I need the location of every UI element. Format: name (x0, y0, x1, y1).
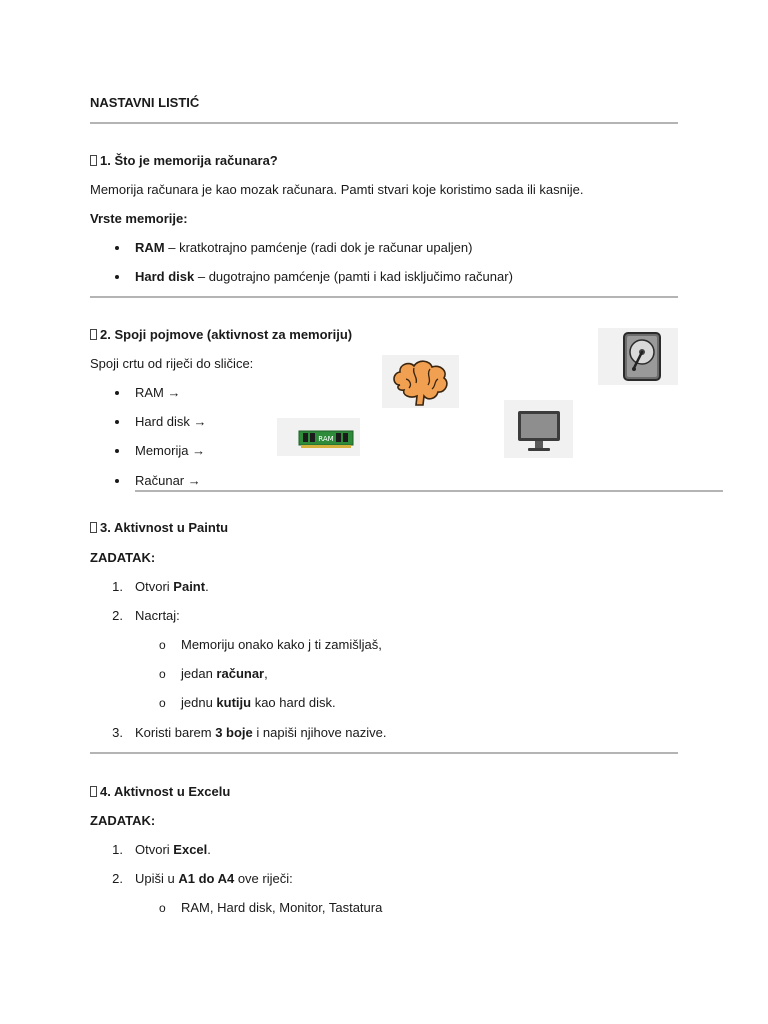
ram-label: RAM (318, 435, 334, 443)
list-item: Hard disk → (135, 414, 207, 429)
list-item: Memorija → (135, 443, 206, 458)
section-2-heading-text: 2. Spoji pojmove (aktivnost za memoriju) (100, 327, 353, 342)
step-text: Koristi barem (135, 725, 216, 740)
section-1-heading (90, 153, 278, 168)
sub-item-text: Memoriju onako kako j ti zamišljaš, (181, 637, 382, 652)
step-number: 2. (112, 608, 123, 623)
section-3-heading (90, 520, 228, 535)
sub-item-text: jedan (181, 666, 217, 681)
step-text: Upiši u (135, 871, 179, 886)
missing-glyph-icon (90, 155, 97, 166)
bullet (115, 391, 119, 395)
step-number: 3. (112, 725, 123, 740)
step-item: Nacrtaj: (135, 608, 180, 623)
step-bold: A1 do A4 (178, 871, 235, 886)
list-item-term: RAM (135, 240, 165, 255)
bullet (115, 479, 119, 483)
sub-item-bold: računar (216, 666, 265, 681)
ram-module-icon (277, 418, 360, 456)
divider (90, 122, 678, 124)
step-item (135, 842, 211, 857)
divider (90, 752, 678, 754)
sub-bullet: o (159, 667, 166, 681)
step-item (135, 579, 209, 594)
sub-bullet: o (159, 696, 166, 710)
divider (90, 296, 678, 298)
sub-item-text: jednu (181, 695, 217, 710)
monitor-image (504, 400, 573, 458)
list-item-desc: – dugotrajno pamćenje (pamti i kad isključimo računar) (194, 269, 513, 284)
bullet (115, 246, 119, 250)
memory-types-label: Vrste memorije: (90, 211, 188, 226)
list-item: Računar → (135, 473, 201, 488)
sub-item: RAM, Hard disk, Monitor, Tastatura (181, 900, 383, 915)
monitor-icon (504, 400, 573, 458)
task-label: ZADATAK: (90, 550, 156, 565)
section-3-heading-text: 3. Aktivnost u Paintu (100, 520, 229, 535)
step-text: . (207, 842, 211, 857)
missing-glyph-icon (90, 329, 97, 340)
step-text: Otvori (135, 579, 174, 594)
list-item (135, 240, 472, 255)
section-2-heading (90, 327, 352, 342)
section-4-heading-text: 4. Aktivnost u Excelu (100, 784, 231, 799)
list-item: RAM → (135, 385, 181, 400)
missing-glyph-icon (90, 786, 97, 797)
missing-glyph-icon (90, 522, 97, 533)
bullet (115, 275, 119, 279)
step-item (135, 725, 386, 740)
brain-image (382, 355, 459, 408)
sub-item (181, 695, 336, 710)
step-text: i napiši njihove nazive. (252, 725, 387, 740)
task-label: ZADATAK: (90, 813, 156, 828)
sub-item (181, 637, 382, 652)
sub-item-text: , (264, 666, 268, 681)
section-4-heading (90, 784, 230, 799)
sub-item (181, 666, 268, 681)
list-item (135, 269, 513, 284)
section-2-instruction: Spoji crtu od riječi do sličice: (90, 356, 254, 371)
ram-image (277, 418, 360, 456)
section-1-heading-text: 1. Što je memorija računara? (100, 153, 278, 168)
step-text: Otvori (135, 842, 174, 857)
step-text: ove riječi: (234, 871, 293, 886)
hard-disk-icon (598, 328, 678, 385)
step-item (135, 871, 293, 886)
hard-disk-image (598, 328, 678, 385)
step-number: 1. (112, 579, 123, 594)
list-item-term: Hard disk (135, 269, 195, 284)
brain-icon (382, 355, 459, 408)
step-text: . (205, 579, 209, 594)
step-bold: Excel (173, 842, 208, 857)
step-number: 1. (112, 842, 123, 857)
step-bold: 3 boje (215, 725, 253, 740)
page-title: NASTAVNI LISTIĆ (90, 95, 200, 110)
sub-bullet: o (159, 901, 166, 915)
bullet (115, 420, 119, 424)
step-bold: Paint (173, 579, 206, 594)
section-1-intro: Memorija računara je kao mozak računara. Pamti stvari koje koristimo sada ili kasnije. (90, 182, 584, 197)
divider (135, 490, 723, 492)
sub-item-bold: kutiju (216, 695, 252, 710)
list-item-desc: – kratkotrajno pamćenje (radi dok je računar upaljen) (164, 240, 473, 255)
step-number: 2. (112, 871, 123, 886)
sub-bullet: o (159, 638, 166, 652)
sub-item-text: kao hard disk. (251, 695, 336, 710)
bullet (115, 449, 119, 453)
